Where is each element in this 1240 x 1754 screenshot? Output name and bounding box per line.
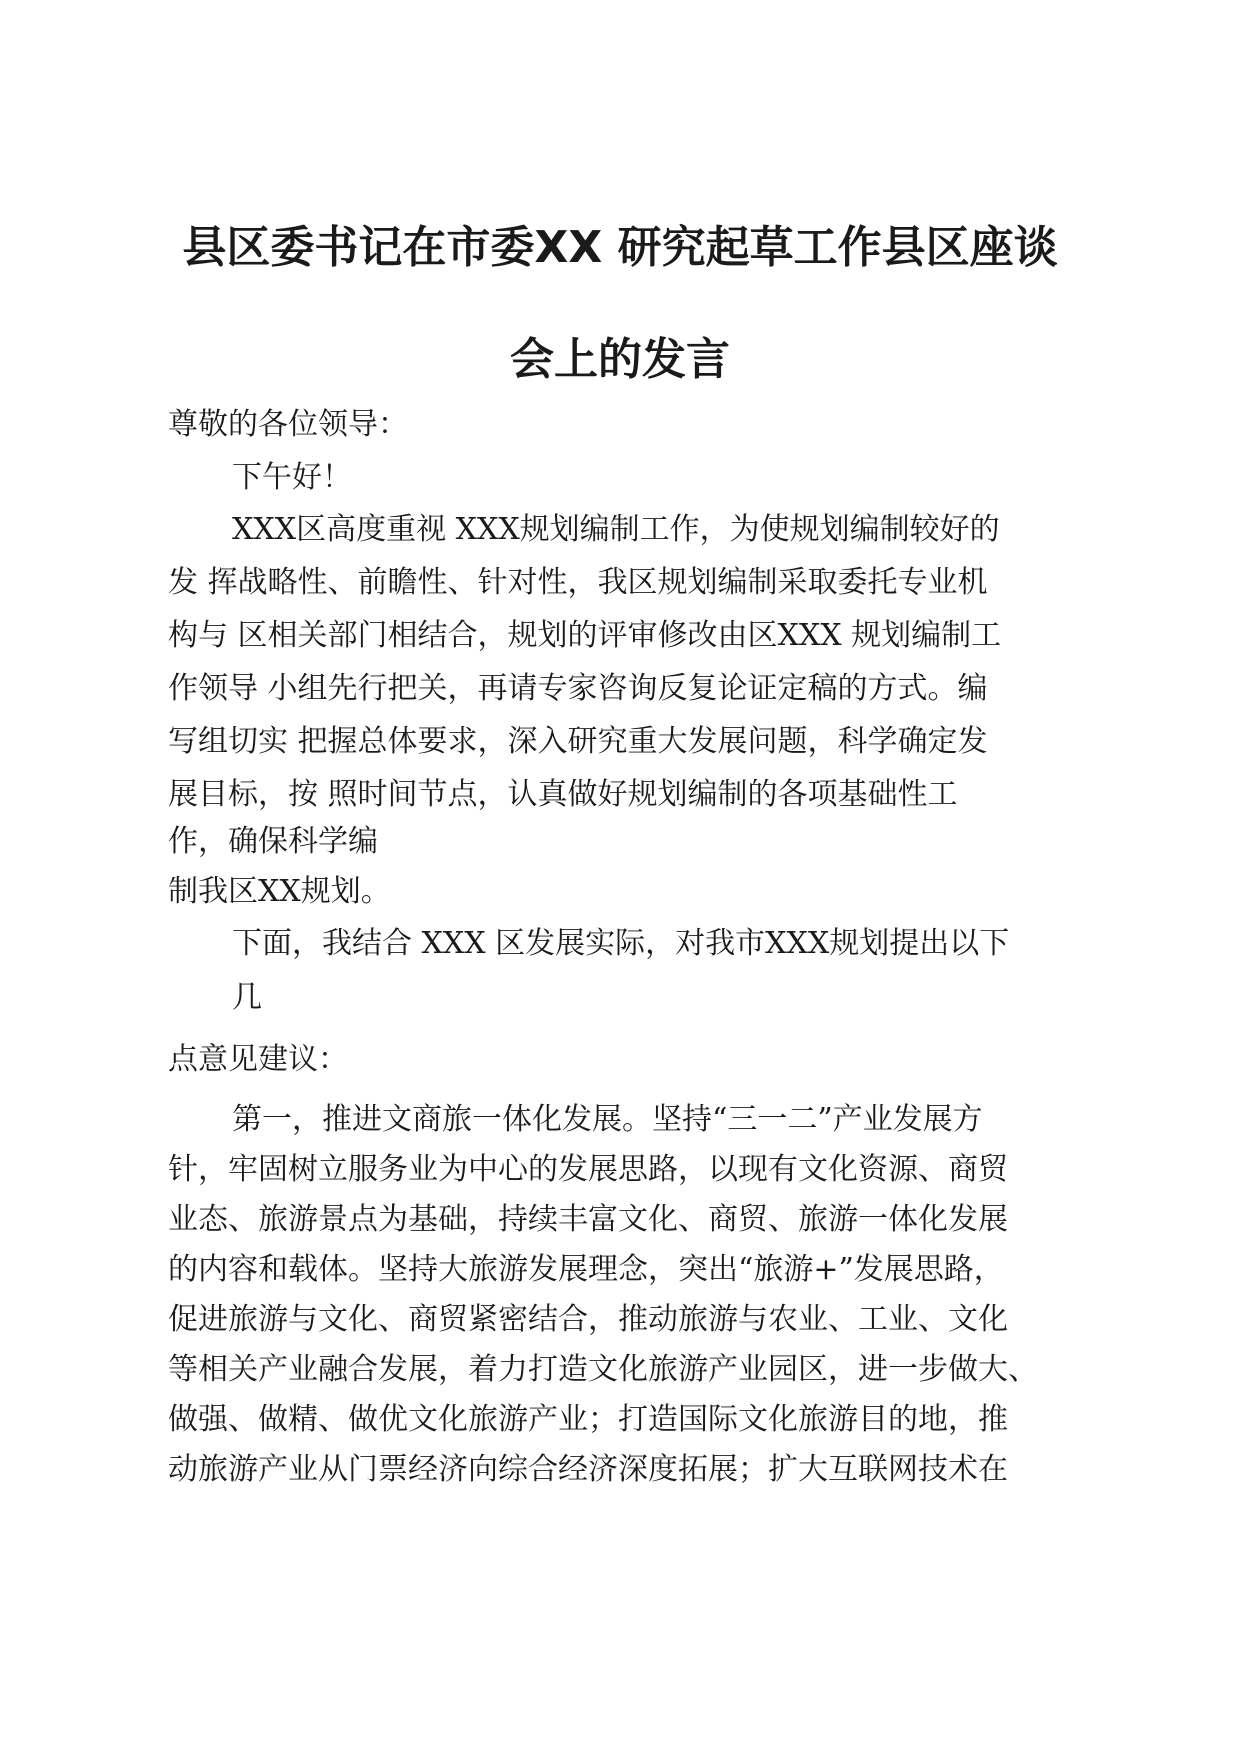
greeting-line: 下午好！ [232, 460, 352, 495]
body-line: 几 [232, 980, 262, 1015]
document-title-line-2: 会上的发言 [510, 334, 730, 385]
body-line: XXX区高度重视 XXX规划编制工作，为使规划编制较好的 [232, 512, 1000, 547]
body-line: 第一，推进文商旅一体化发展。坚持“三一二”产业发展方 [232, 1102, 983, 1137]
body-line: 等相关产业融合发展，着力打造文化旅游产业园区，进一步做大、 [168, 1352, 1038, 1387]
body-line: 业态、旅游景点为基础，持续丰富文化、商贸、旅游一体化发展 [168, 1202, 1008, 1237]
body-line: 展目标，按 照时间节点，认真做好规划编制的各项基础性工 [168, 777, 958, 812]
body-line: 构与 区相关部门相结合，规划的评审修改由区XXX 规划编制工 [168, 618, 1002, 653]
document-title-line-1: 县区委书记在市委XX 研究起草工作县区座谈 [182, 222, 1058, 273]
body-line: 下面，我结合 XXX 区发展实际，对我市XXX规划提出以下 [232, 926, 1010, 961]
body-line: 动旅游产业从门票经济向综合经济深度拓展；扩大互联网技术在 [168, 1452, 1008, 1487]
salutation-line: 尊敬的各位领导： [168, 407, 408, 442]
body-line: 作，确保科学编 [168, 824, 378, 859]
body-line: 针，牢固树立服务业为中心的发展思路，以现有文化资源、商贸 [168, 1152, 1008, 1187]
body-line: 发 挥战略性、前瞻性、针对性，我区规划编制采取委托专业机 [168, 565, 988, 600]
body-line: 作领导 小组先行把关，再请专家咨询反复论证定稿的方式。编 [168, 671, 988, 706]
body-line: 做强、做精、做优文化旅游产业；打造国际文化旅游目的地，推 [168, 1402, 1008, 1437]
body-line: 点意见建议： [168, 1042, 348, 1077]
body-line: 写组切实 把握总体要求，深入研究重大发展问题，科学确定发 [168, 724, 988, 759]
body-line: 的内容和载体。坚持大旅游发展理念，突出“旅游+”发展思路， [168, 1252, 1004, 1287]
body-line: 制我区XX规划。 [168, 874, 391, 909]
body-line: 促进旅游与文化、商贸紧密结合，推动旅游与农业、工业、文化 [168, 1302, 1008, 1337]
